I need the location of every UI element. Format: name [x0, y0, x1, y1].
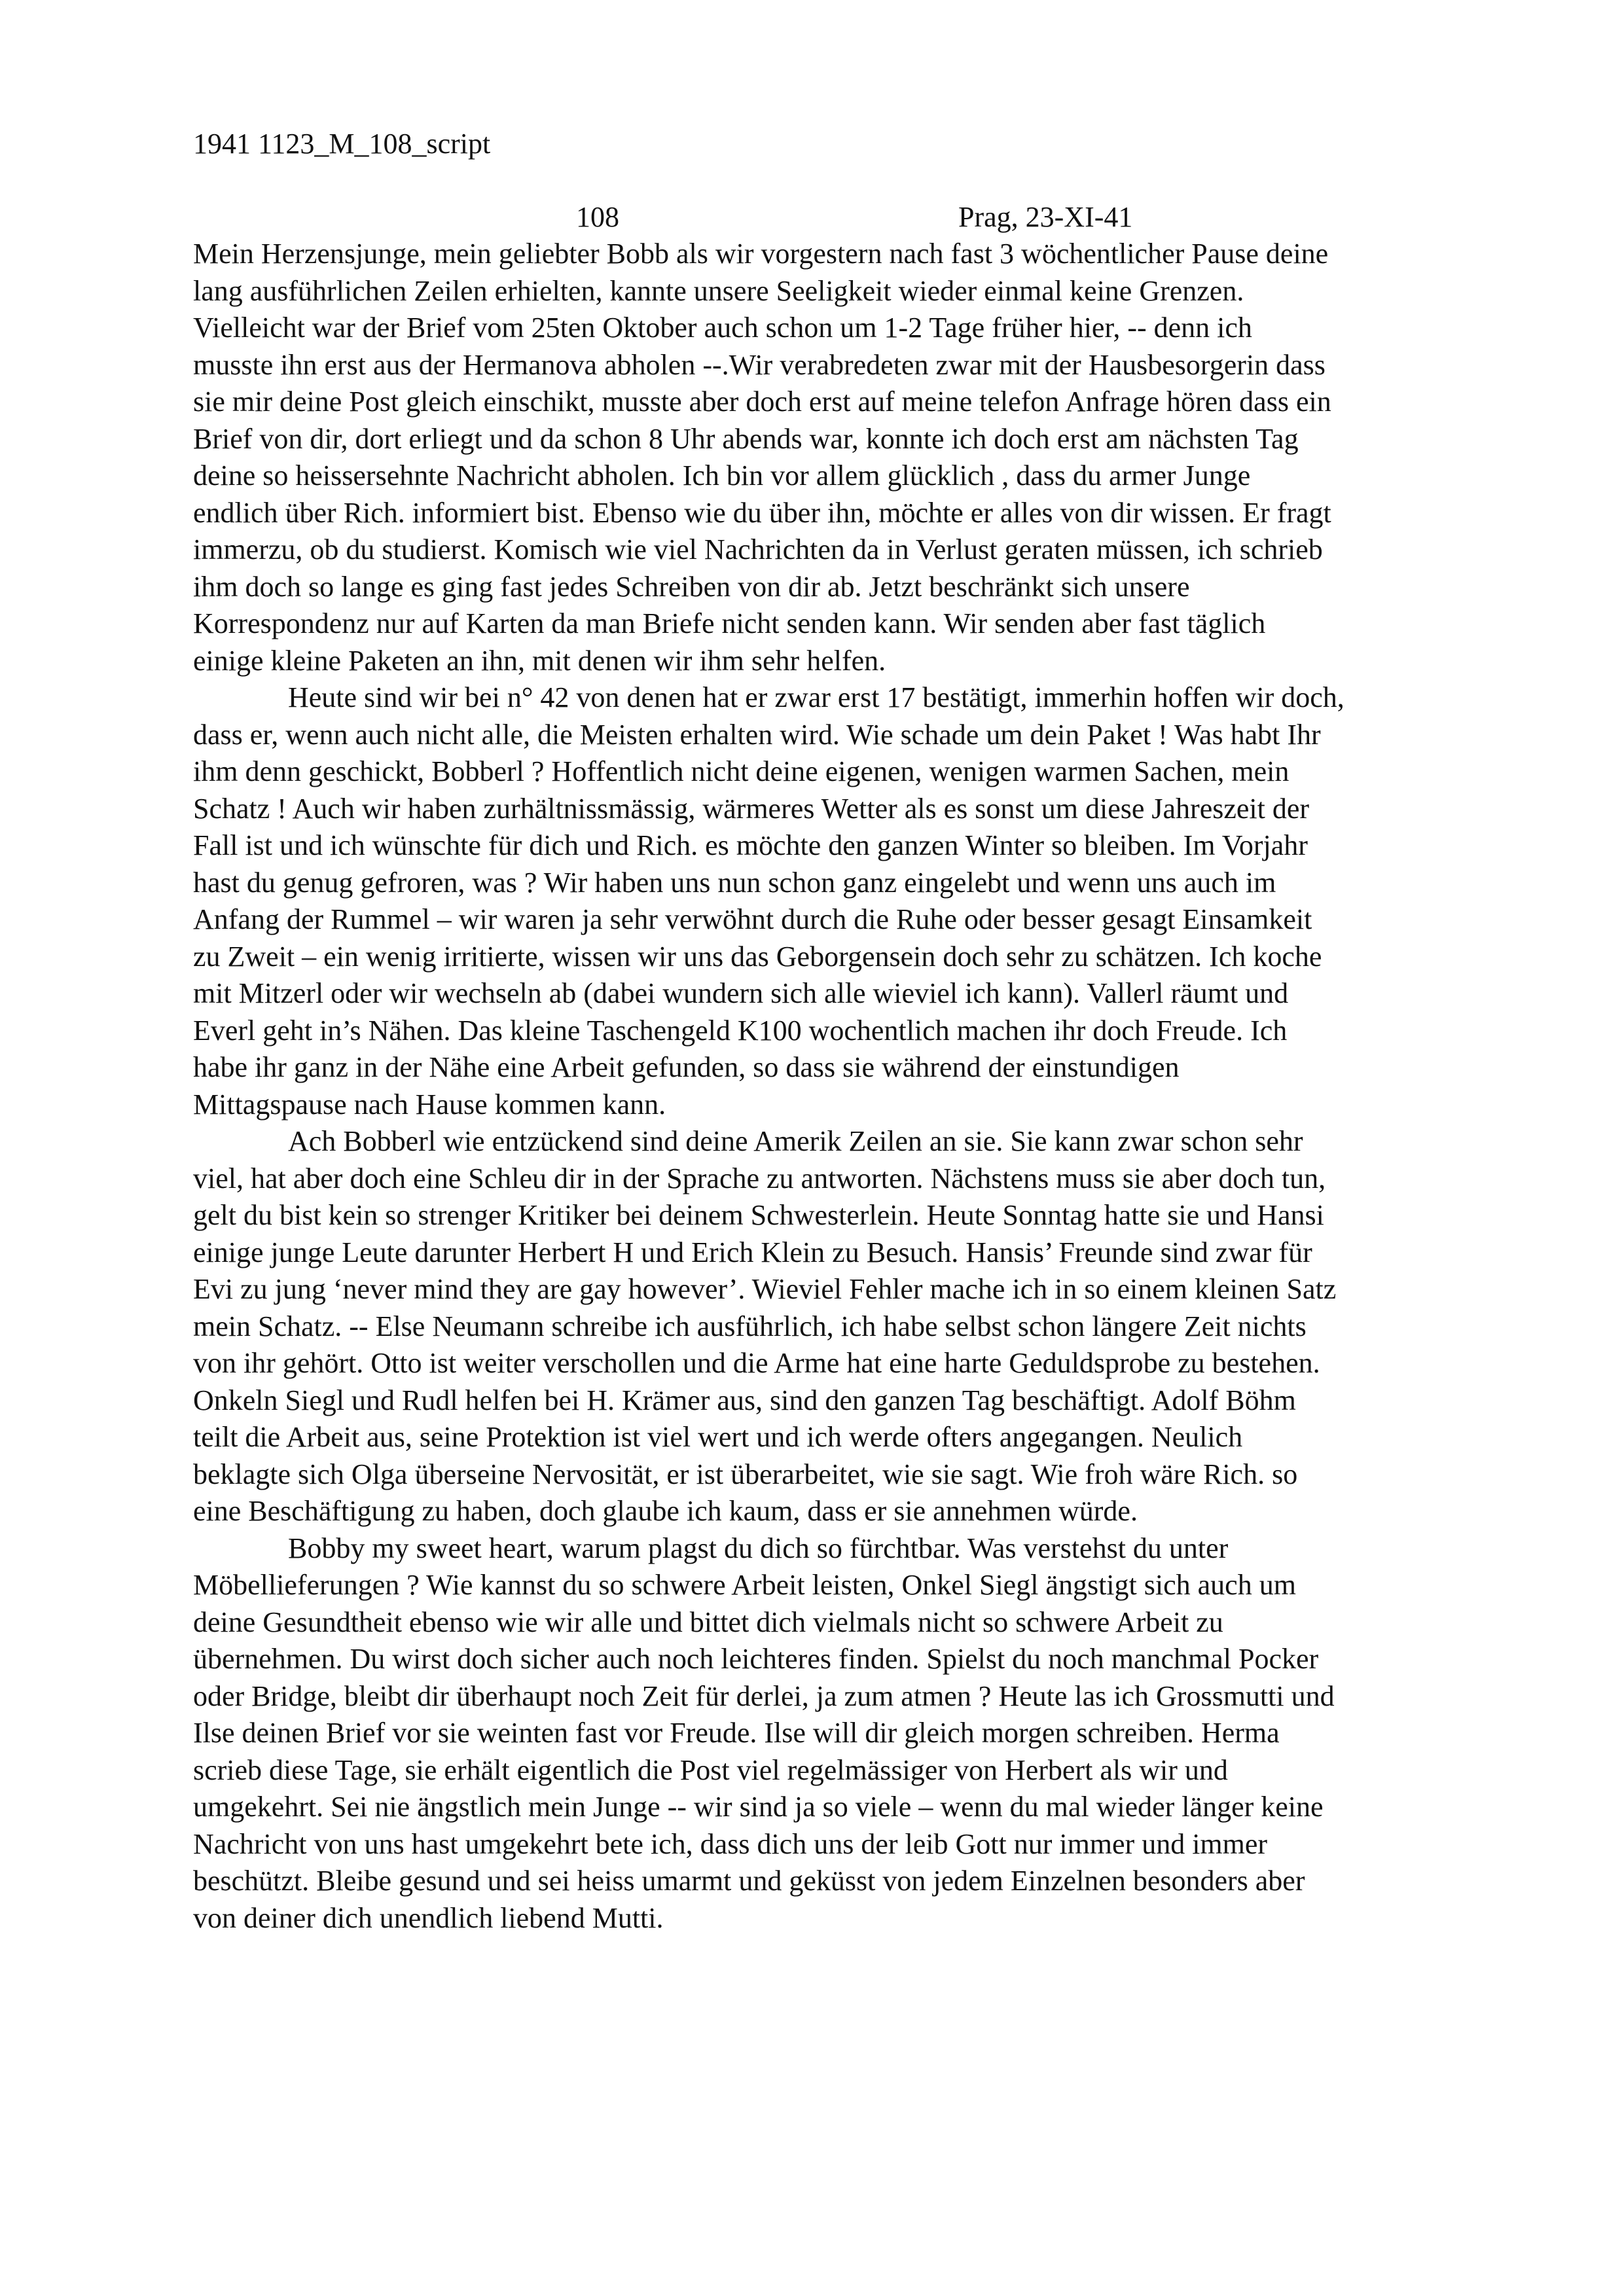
letter-line: Mein Herzensjunge, mein geliebter Bobb als wir vorgestern nach fast 3 wöchentlicher Pause deine — [193, 238, 1329, 270]
letter-line: teilt die Arbeit aus, seine Protektion ist viel wert und ich werde ofters angegangen. Neulich — [193, 1421, 1243, 1453]
letter-line: ihm denn geschickt, Bobberl ? Hoffentlich nicht deine eigenen, wenigen warmen Sachen, mein — [193, 755, 1290, 787]
letter-line: mein Schatz. -- Else Neumann schreibe ich ausführlich, ich habe selbst schon längere Zeit nichts — [193, 1310, 1307, 1342]
letter-line: Schatz ! Auch wir haben zurhältnissmässig, wärmeres Wetter als es sonst um diese Jahreszeit der — [193, 792, 1310, 825]
letter-line: ihm doch so lange es ging fast jedes Schreiben von dir ab. Jetzt beschränkt sich unsere — [193, 570, 1190, 603]
letter-line: endlich über Rich. informiert bist. Ebenso wie du über ihn, möchte er alles von dir wissen. Er fragt — [193, 496, 1331, 529]
file-title: 1941 1123_M_108_script — [193, 128, 491, 160]
letter-line: lang ausführlichen Zeilen erhielten, kannte unsere Seeligkeit wieder einmal keine Grenzen. — [193, 274, 1244, 307]
letter-line: mit Mitzerl oder wir wechseln ab (dabei wundern sich alle wieviel ich kann). Vallerl räumt und — [193, 977, 1289, 1009]
letter-line: eine Beschäftigung zu haben, doch glaube ich kaum, dass er sie annehmen würde. — [193, 1495, 1138, 1527]
paragraph-first-line: Ach Bobberl wie entzückend sind deine Amerik Zeilen an sie. Sie kann zwar schon sehr — [288, 1125, 1303, 1157]
paragraph-first-line: Bobby my sweet heart, warum plagst du dich so fürchtbar. Was verstehst du unter — [288, 1532, 1229, 1564]
letter-line: beschützt. Bleibe gesund und sei heiss umarmt und geküsst von jedem Einzelnen besonders aber — [193, 1865, 1305, 1897]
letter-line: zu Zweit – ein wenig irritierte, wissen wir uns das Geborgensein doch sehr zu schätzen. Ich koche — [193, 940, 1322, 973]
letter-line: habe ihr ganz in der Nähe eine Arbeit gefunden, so dass sie während der einstundigen — [193, 1051, 1180, 1083]
letter-line: Evi zu jung ‘never mind they are gay however’. Wieviel Fehler mache ich in so einem kleinen Satz — [193, 1273, 1337, 1305]
letter-line: von ihr gehört. Otto ist weiter verschollen und die Arme hat eine harte Geduldsprobe zu bestehen. — [193, 1347, 1320, 1379]
letter-line: deine Gesundtheit ebenso wie wir alle und bittet dich vielmals nicht so schwere Arbeit zu — [193, 1605, 1223, 1638]
letter-line: Onkeln Siegl und Rudl helfen bei H. Krämer aus, sind den ganzen Tag beschäftigt. Adolf Böhm — [193, 1384, 1296, 1416]
letter-line: umgekehrt. Sei nie ängstlich mein Junge -- wir sind ja so viele – wenn du mal wieder länger keine — [193, 1791, 1324, 1823]
letter-line: scrieb diese Tage, sie erhält eigentlich die Post viel regelmässiger von Herbert als wir und — [193, 1753, 1228, 1786]
letter-line: übernehmen. Du wirst doch sicher auch noch leichteres finden. Spielst du noch manchmal Pocker — [193, 1643, 1319, 1675]
letter-line: Vielleicht war der Brief vom 25ten Oktober auch schon um 1-2 Tage früher hier, -- denn ich — [193, 312, 1252, 344]
letter-body — [193, 236, 1456, 1937]
letter-line: viel, hat aber doch eine Schleu dir in der Sprache zu antworten. Nächstens muss sie aber doch tun, — [193, 1162, 1326, 1194]
letter-line: hast du genug gefroren, was ? Wir haben uns nun schon ganz eingelebt und wenn uns auch im — [193, 866, 1276, 899]
letter-line: Brief von dir, dort erliegt und da schon 8 Uhr abends war, konnte ich doch erst am nächsten Tag — [193, 422, 1299, 455]
letter-line: Korrespondenz nur auf Karten da man Briefe nicht senden kann. Wir senden aber fast täglich — [193, 607, 1266, 639]
letter-line: deine so heissersehnte Nachricht abholen. Ich bin vor allem glücklich , dass du armer Junge — [193, 459, 1251, 492]
letter-line: Möbellieferungen ? Wie kannst du so schwere Arbeit leisten, Onkel Siegl ängstigt sich auch um — [193, 1569, 1296, 1601]
letter-line: sie mir deine Post gleich einschikt, musste aber doch erst auf meine telefon Anfrage hören dass ein — [193, 386, 1331, 418]
letter-line: einige junge Leute darunter Herbert H und Erich Klein zu Besuch. Hansis’ Freunde sind zwar für — [193, 1236, 1312, 1268]
letter-line: Fall ist und ich wünschte für dich und Rich. es möchte den ganzen Winter so bleiben. Im Vorjahr — [193, 829, 1308, 861]
letter-closing-line: von deiner dich unendlich liebend Mutti. — [193, 1901, 664, 1934]
letter-line: Everl geht in’s Nähen. Das kleine Taschengeld K100 wochentlich machen ihr doch Freude. Ich — [193, 1014, 1288, 1047]
letter-line: musste ihn erst aus der Hermanova abholen --.Wir verabredeten zwar mit der Hausbesorgerin dass — [193, 348, 1326, 381]
letter-line: dass er, wenn auch nicht alle, die Meisten erhalten wird. Wie schade um dein Paket ! Was habt Ihr — [193, 718, 1321, 751]
letter-line: Mittagspause nach Hause kommen kann. — [193, 1088, 666, 1121]
letter-line: Ilse deinen Brief vor sie weinten fast vor Freude. Ilse will dir gleich morgen schreiben. Herma — [193, 1717, 1280, 1749]
letter-header — [0, 199, 1624, 236]
paragraph-first-line: Heute sind wir bei n° 42 von denen hat er zwar erst 17 bestätigt, immerhin hoffen wir doch, — [288, 681, 1344, 713]
letter-line: einige kleine Paketen an ihn, mit denen wir ihm sehr helfen. — [193, 644, 886, 677]
page-number: 108 — [576, 201, 619, 233]
letter-line: immerzu, ob du studierst. Komisch wie viel Nachrichten da in Verlust geraten müssen, ich schrieb — [193, 533, 1323, 565]
letter-line: Nachricht von uns hast umgekehrt bete ich, dass dich uns der leib Gott nur immer und immer — [193, 1827, 1268, 1860]
place-date: Prag, 23-XI-41 — [958, 201, 1133, 233]
letter-line: gelt du bist kein so strenger Kritiker bei deinem Schwesterlein. Heute Sonntag hatte sie und Hansi — [193, 1199, 1324, 1231]
letter-line: beklagte sich Olga überseine Nervosität, er ist überarbeitet, wie sie sagt. Wie froh wäre Rich. so — [193, 1458, 1298, 1490]
letter-line: Anfang der Rummel – wir waren ja sehr verwöhnt durch die Ruhe oder besser gesagt Einsamkeit — [193, 903, 1312, 935]
letter-line: oder Bridge, bleibt dir überhaupt noch Zeit für derlei, ja zum atmen ? Heute las ich Grossmutti und — [193, 1679, 1335, 1712]
